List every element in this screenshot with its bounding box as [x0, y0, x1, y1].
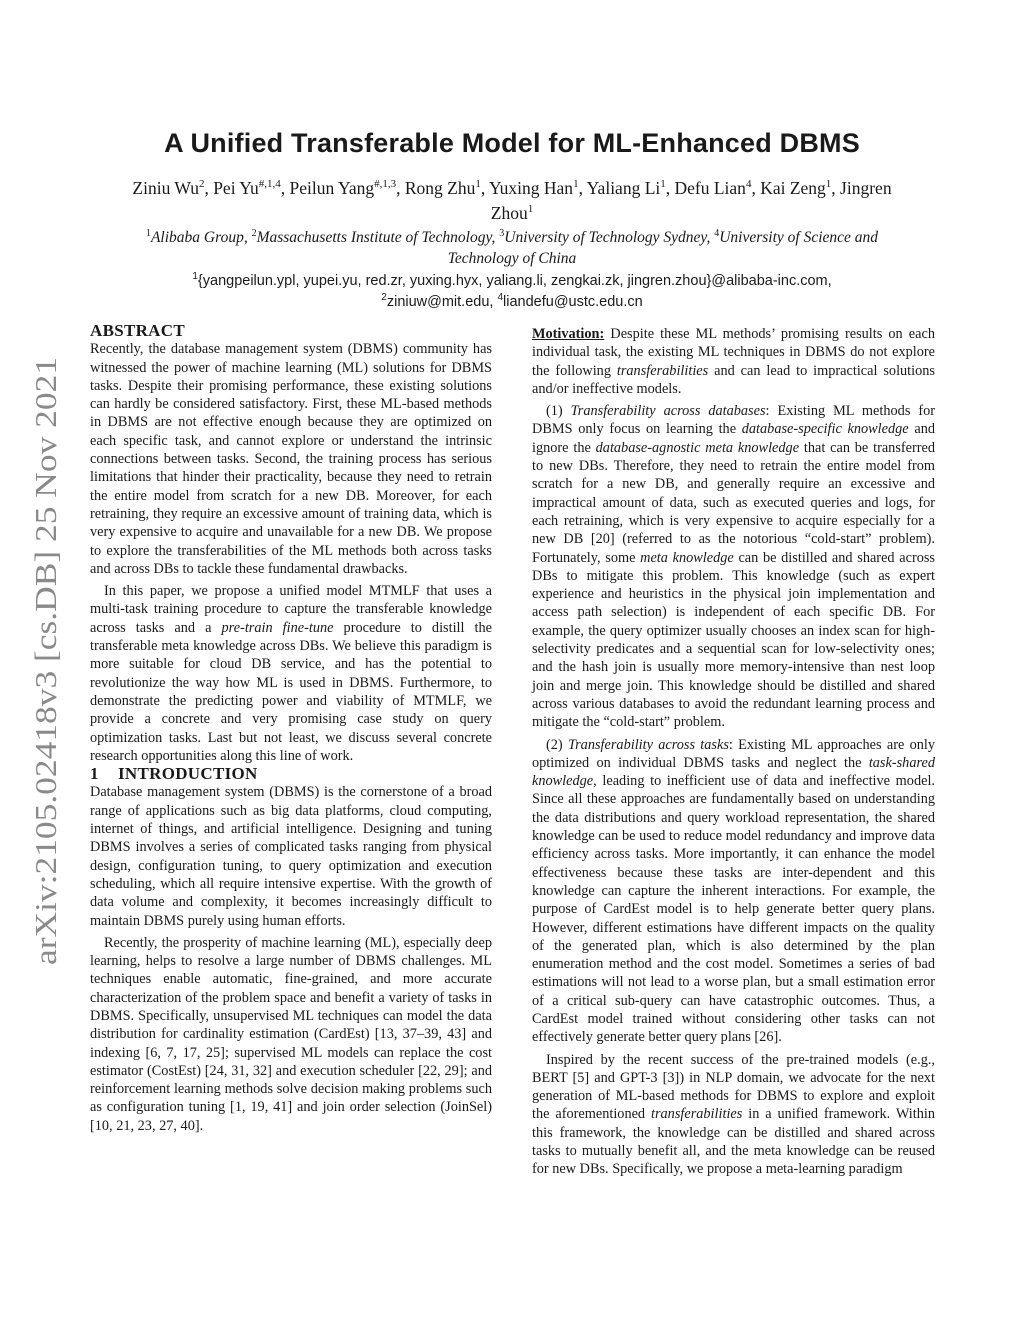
paper-title: A Unified Transferable Model for ML-Enhanced DBMS	[164, 128, 860, 158]
affiliation-list: $^1$Alibaba Group, $^2$Massachusetts Institute of Technology, $^3$University of Technology Sydney, $^4$University of Science and Technology of China	[145, 227, 879, 267]
arxiv-stamp	[22, 355, 66, 965]
intro-paragraph: Recently, the prosperity of machine learning (ML), especially deep learning, helps to resolve a large number of DBMS challenges. ML techniques enable automatic, fine-grained, and more accurate characterization of the problem space and benefit a variety of tasks in DBMS. Specifically, unsupervised ML techniques can model the data distribution for cardinality estimation (CardEst) [13, 37–39, 43] and indexing [6, 7, 17, 25]; supervised ML models can replace the cost estimator (CostEst) [24, 31, 32] and execution scheduler [22, 29]; and reinforcement learning methods solve decision making problems such as configuration tuning [1, 19, 41] and join order selection (JoinSel) [10, 21, 23, 27, 40].	[90, 934, 492, 1134]
email: {yangpeilun.ypl, yupei.yu, red.zr, yuxing.hyx, yaliang.li, zengkai.zk, jingren.zhou}@alibaba-inc.com,	[197, 273, 832, 289]
introduction-heading: 1 INTRODUCTION	[90, 764, 258, 784]
author: Pei $Yu^{\#,1,4}$	[213, 178, 281, 198]
motivation-label: Motivation:	[532, 326, 605, 342]
transferability-databases-paragraph: (1) Transferability across databases: Existing ML methods for DBMS only focus on learning the database-specific knowledge and ignore the database-agnostic meta knowledge that can be transferred to new DBs. Therefore, they need to retrain the entire model from scratch for a new DB, and generally require an excessive and impractical amount of data, such as executed queries and logs, for each retraining, which is very expensive to acquire especially for a new DB [20] (referred to as the notorious “cold-start” problem). Fortunately, some meta knowledge can be distilled and shared across DBs to mitigate this problem. This knowledge (such as expert experience and heuristics in the physical join implementation and access path selection) is independent of each specific DB. For example, the query optimizer usually chooses an index scan for high-selectivity predicates and a sequential scan for low-selectivity ones; and the hash join is usually more memory-intensive than nest loop join and merge join. This knowledge should be distilled and shared across various databases to avoid the redundant learning process and mitigate the “cold-start” problem.	[532, 403, 936, 731]
abstract-paragraph: In this paper, we propose a unified model MTMLF that uses a multi-task training procedure to capture the transferable knowledge across tasks and a pre-train fine-tune procedure to distill the transferable meta knowledge across DBs. We believe this paradigm is more suitable for cloud DB service, and has the potential to revolutionize the way how ML is used in DBMS. Furthermore, to demonstrate the predicting power and viability of MTMLF, we provide a concrete and very promising case study on query optimization tasks. Last but not least, we discuss several concrete research opportunities along this line of work.	[90, 583, 493, 764]
affiliation: University of Technology Sydney,	[504, 229, 711, 246]
left-column	[90, 322, 492, 1135]
author: Jingren Zhou$^1$	[490, 178, 892, 223]
intro-paragraph: Database management system (DBMS) is the cornerstone of a broad range of applications such as big data platforms, cloud computing, internet of things, and artificial intelligence. Designing and tuning DBMS involves a series of complicated tasks ranging from physical design, configuration tuning, to query optimization and execution scheduling, which all require intensive expertise. With the growth of data volume and complexity, it becomes increasingly difficult to maintain DBMS purely using human efforts.	[90, 784, 492, 929]
arxiv-id: arXiv:2105.02418v3 [cs.DB] 25 Nov 2021	[28, 432, 63, 965]
affiliation: University of Science and Technology of China	[447, 229, 879, 267]
email: ziniuw@mit.edu,	[386, 294, 494, 310]
email-list: $^1${yangpeilun.ypl, yupei.yu, red.zr, yuxing.hyx, yaliang.li, zengkai.zk, jingren.zhou}@alibaba-inc.com, $^2$ziniuw@mit.edu, $^4$liandefu@ustc.edu.cn	[192, 271, 832, 310]
author: Rong Zhu$^1$	[404, 178, 481, 198]
motivation-paragraph: Motivation: Despite these ML methods’ promising results on each individual task, the existing ML techniques in DBMS do not explore the following transferabilities and can lead to impractical solutions and/or ineffective models.	[532, 326, 935, 397]
pretrained-models-paragraph: Inspired by the recent success of the pre-trained models (e.g., BERT [5] and GPT-3 [3]) in NLP domain, we advocate for the next generation of ML-based methods for DBMS to explore and exploit the aforementioned transferabilities in a unified framework. Within this framework, the knowledge can be distilled and shared across tasks to mutually benefit all, and the meta knowledge can be reused for new DBs. Specifically, we propose a meta-learning paradigm	[532, 1051, 935, 1178]
author: Ziniu Wu$^2$	[132, 178, 205, 198]
author: Kai Zeng$^1$	[760, 178, 832, 198]
affiliation: Alibaba Group,	[150, 229, 248, 246]
author: Defu Lian$^4$	[674, 178, 752, 198]
right-column	[532, 325, 935, 1179]
abstract-heading: ABSTRACT	[90, 321, 185, 340]
email: liandefu@ustc.edu.cn	[503, 294, 643, 310]
author: Yaliang Li$^1$	[586, 178, 666, 198]
author-list: Ziniu Wu$^2$, Pei $Yu^{\#,1,4}$, Peilun Yang$^{\#,1,3}$, Rong Zhu$^1$, Yuxing Han$^1$, Yaliang Li$^1$, Defu Lian$^4$, Kai Zeng$^1$, Jingren Zhou$^1$	[132, 178, 892, 223]
abstract-paragraph: Recently, the database management system (DBMS) community has witnessed the power of machine learning (ML) solutions for DBMS tasks. Despite their promising performance, these existing solutions can hardly be considered satisfactory. First, these ML-based methods in DBMS are not effective enough because they are optimized on each specific task, and cannot explore or understand the intrinsic connections between tasks. Second, the training process has serious limitations that hinder their practicality, because they need to retrain the entire model from scratch for a new DB. Moreover, for each retraining, they require an excessive amount of training data, which is very expensive to acquire and unavailable for a new DB. We propose to explore the transferabilities of the ML methods both across tasks and across DBs to tackle these fundamental drawbacks.	[90, 341, 492, 577]
affiliation: Massachusetts Institute of Technology,	[256, 229, 496, 246]
author: Peilun Yang$^{\#,1,3}$	[289, 178, 397, 198]
author: Yuxing Han$^1$	[488, 178, 579, 198]
transferability-tasks-paragraph: (2) Transferability across tasks: Existing ML approaches are only optimized on individual DBMS tasks and neglect the task-shared knowledge, leading to inefficient use of data and ineffective model. Since all these approaches are fundamentally based on understanding the data distributions and query workload representation, the shared knowledge can be used to reduce model redundancy and improve data efficiency across tasks. More importantly, it can enhance the model effectiveness because these tasks are inter-dependent and this knowledge can capture the inherent interactions. For example, the purpose of CardEst model is to help generate better query plans. However, different estimations have different impacts on the quality of the generated plan, which is also determined by the plan enumeration method and the cost model. Sometimes a series of bad estimations will not lead to a worse plan, but a small estimation error of a critical sub-query can have catastrophic outcomes. Thus, a CardEst model trained without considering other tasks can not effectively generate better query plans [26].	[532, 736, 935, 1046]
